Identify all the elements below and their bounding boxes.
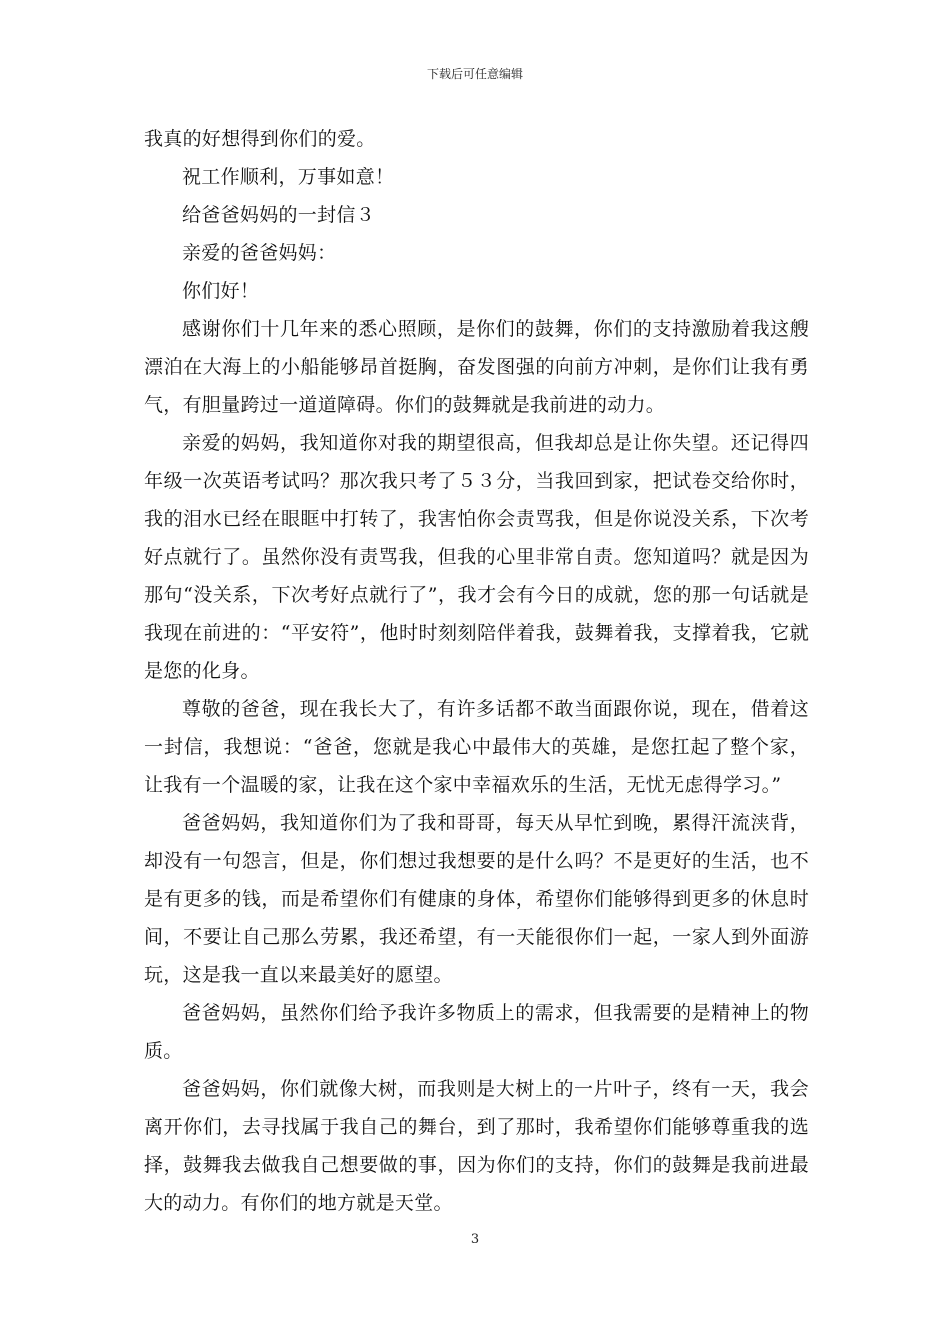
paragraph-wish-health: 爸爸妈妈，我知道你们为了我和哥哥，每天从早忙到晚，累得汗流浃背，却没有一句怨言，但是，你们想过我想要的是什么吗？不是更好的生活，也不是有更多的钱，而是希望你们有健康的身体，希望你们能够得到更多的休息时间，不要让自己那么劳累，我还希望，有一天能很你们一起，一家人到外面游玩，这是我一直以来最美好的愿望。 [144,812,809,986]
paragraph-mother: 亲爱的妈妈，我知道你对我的期望很高，但我却总是让你失望。还记得四年级一次英语考试吗？那次我只考了５３分，当我回到家，把试卷交给你时，我的泪水已经在眼眶中打转了，我害怕你会责骂我，但是你说没关系，下次考好点就行了。虽然你没有责骂我，但我的心里非常自责。您知道吗？就是因为那句“没关系，下次考好点就行了”，我才会有今日的成就，您的那一句话就是我现在前进的：“平安符”，他时时刻刻陪伴着我，鼓舞着我，支撑着我，它就是您的化身。 [144,432,809,682]
letter-greeting: 你们好！ [182,280,260,302]
page-number: 3 [470,1232,480,1247]
paragraph-father: 尊敬的爸爸，现在我长大了，有许多话都不敢当面跟你说，现在，借着这一封信，我想说：“爸爸，您就是我心中最伟大的英雄，是您扛起了整个家，让我有一个温暖的家，让我在这个家中幸福欢乐的生活，无忧无虑得学习。” [144,698,809,796]
paragraph-spiritual: 爸爸妈妈，虽然你们给予我许多物质上的需求，但我需要的是精神上的物质。 [144,1002,809,1062]
paragraph-thanks: 感谢你们十几年来的悉心照顾，是你们的鼓舞，你们的支持激励着我这艘漂泊在大海上的小船能够昂首挺胸，奋发图强的向前方冲刺，是你们让我有勇气，有胆量跨过一道道障碍。你们的鼓舞就是我前进的动力。 [144,318,809,416]
page-header: 下载后可任意编辑 [426,67,523,81]
letter-title: 给爸爸妈妈的一封信３ [182,204,376,226]
paragraph-closing-line: 我真的好想得到你们的爱。 [144,128,376,150]
paragraph-tree: 爸爸妈妈，你们就像大树，而我则是大树上的一片叶子，终有一天，我会离开你们，去寻找属于我自己的舞台，到了那时，我希望你们能够尊重我的选择，鼓舞我去做我自己想要做的事，因为你们的支持，你们的鼓舞是我前进最大的动力。有你们的地方就是天堂。 [144,1078,809,1214]
paragraph-wishes: 祝工作顺利，万事如意！ [182,166,395,188]
document-body [144,120,809,1222]
letter-salutation: 亲爱的爸爸妈妈： [182,242,337,264]
